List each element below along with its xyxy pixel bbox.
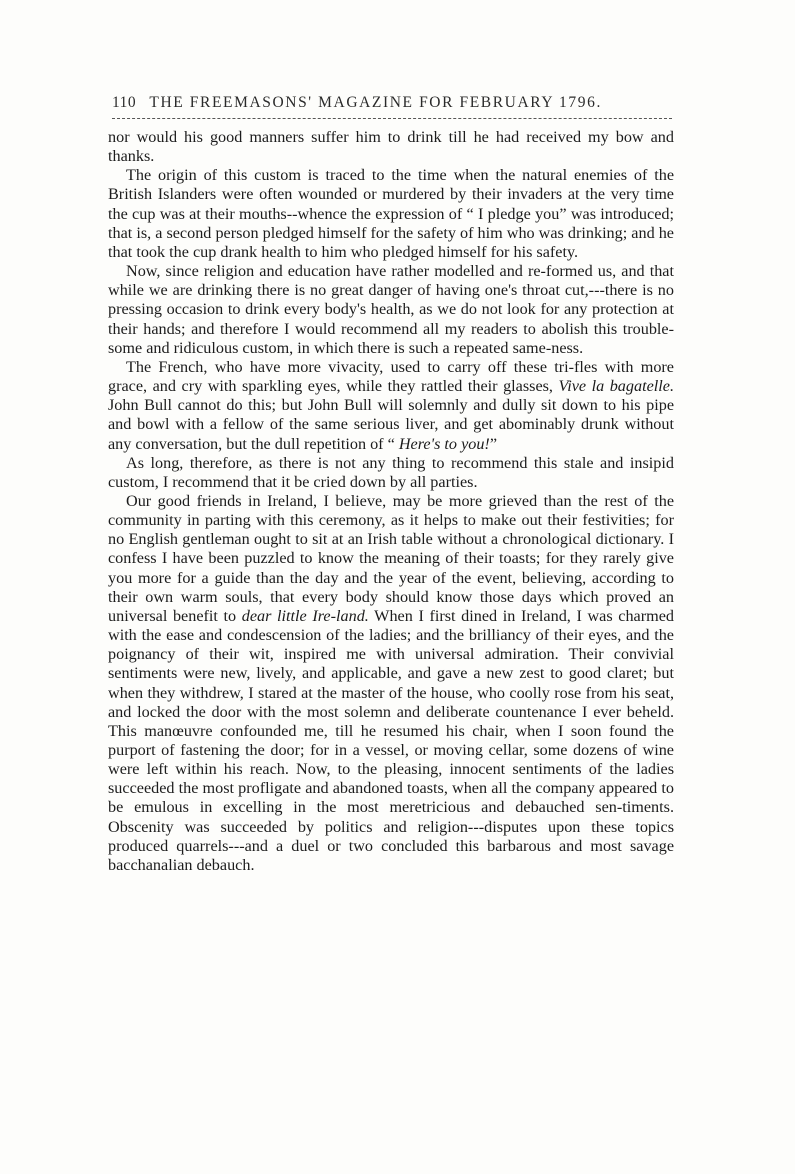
paragraph (108, 166, 674, 262)
article-body (108, 128, 674, 875)
italic-phrase: Vive la bagatelle. (558, 377, 674, 396)
paragraph (108, 454, 674, 492)
paragraph (108, 262, 674, 358)
paragraph (108, 358, 674, 454)
text-run: The origin of this custom is traced to the time when the natural enemies of the British Islanders were often wounded or murdered by their invaders at the very time the cup was at their mouths--whence the expression of “ I pledge you” was introduced; that is, a second person pledged himself for the safety of him who was drinking; and he that took the cup drank health to him who pledged himself for his safety. (108, 166, 674, 261)
running-head-title: THE FREEMASONS' MAGAZINE FOR FEBRUARY 1796. (149, 94, 602, 111)
text-run: nor would his good manners suffer him to drink till he had received my bow and thanks. (108, 128, 674, 166)
header-rule (112, 118, 672, 119)
paragraph (108, 492, 674, 875)
italic-phrase: dear little Ire-land. (241, 606, 369, 625)
text-run: The French, who have more vivacity, used to carry off these tri-fles with more grace, and cry with sparkling eyes, while they rattled their glasses, (108, 357, 674, 396)
paragraph (108, 128, 674, 166)
text-run: As long, therefore, as there is not any thing to recommend this stale and insipid custom, I recommend that it be cried down by all parties. (108, 453, 674, 491)
text-run: When I first dined in Ireland, I was charmed with the ease and condescension of the ladies; and the brilliancy of their eyes, and the poignancy of their wit, inspired me with universal admiration. Their convivial sentiments were new, lively, and applicable, and gave a new zest to good claret; but when they withdrew, I stared at the master of the house, who coolly rose from his seat, and locked the door with the most solemn and deliberate countenance I ever beheld. This manœuvre confounded me, till he resumed his chair, when I soon found the purport of fastening the door; for in a vessel, or moving cellar, some dozens of wine were left within his reach. Now, to the pleasing, innocent sentiments of the ladies succeeded the most profligate and abandoned toasts, when all the company appeared to be emulous in excelling in the most meretricious and debauched sen-timents. Obscenity was succeeded by politics and religion---disputes upon these topics produced quarrels---and a duel or two concluded this barbarous and most savage bacchanalian debauch. (108, 606, 674, 874)
page-number: 110 (112, 94, 137, 111)
italic-phrase: Here's to you! (398, 434, 490, 453)
running-head (112, 94, 672, 120)
text-run: John Bull cannot do this; but John Bull will solemnly and dully sit down to his pipe and bowl with a fellow of the same serious liver, and get abominably drunk without any conversation, but the dull repetition of “ (108, 396, 674, 453)
text-run: Now, since religion and education have rather modelled and re-formed us, and that while we are drinking there is no great danger of having one's throat cut,---there is no pressing occasion to drink every body's health, as we do not look for any protection at their hands; and therefore I would recommend all my readers to abolish this trouble-some and ridiculous custom, in which there is such a repeated same-ness. (108, 262, 674, 357)
text-run: ” (489, 434, 498, 453)
text-run: Our good friends in Ireland, I believe, may be more grieved than the rest of the community in parting with this ceremony, as it helps to make out their festivities; for no English gentleman ought to sit at an Irish table without a chronological dictionary. I confess I have been puzzled to know the meaning of their toasts; for they rarely give you more for a guide than the day and the year of the event, believing, according to their own warm souls, that every body should know those days which proved an universal benefit to (108, 491, 674, 625)
